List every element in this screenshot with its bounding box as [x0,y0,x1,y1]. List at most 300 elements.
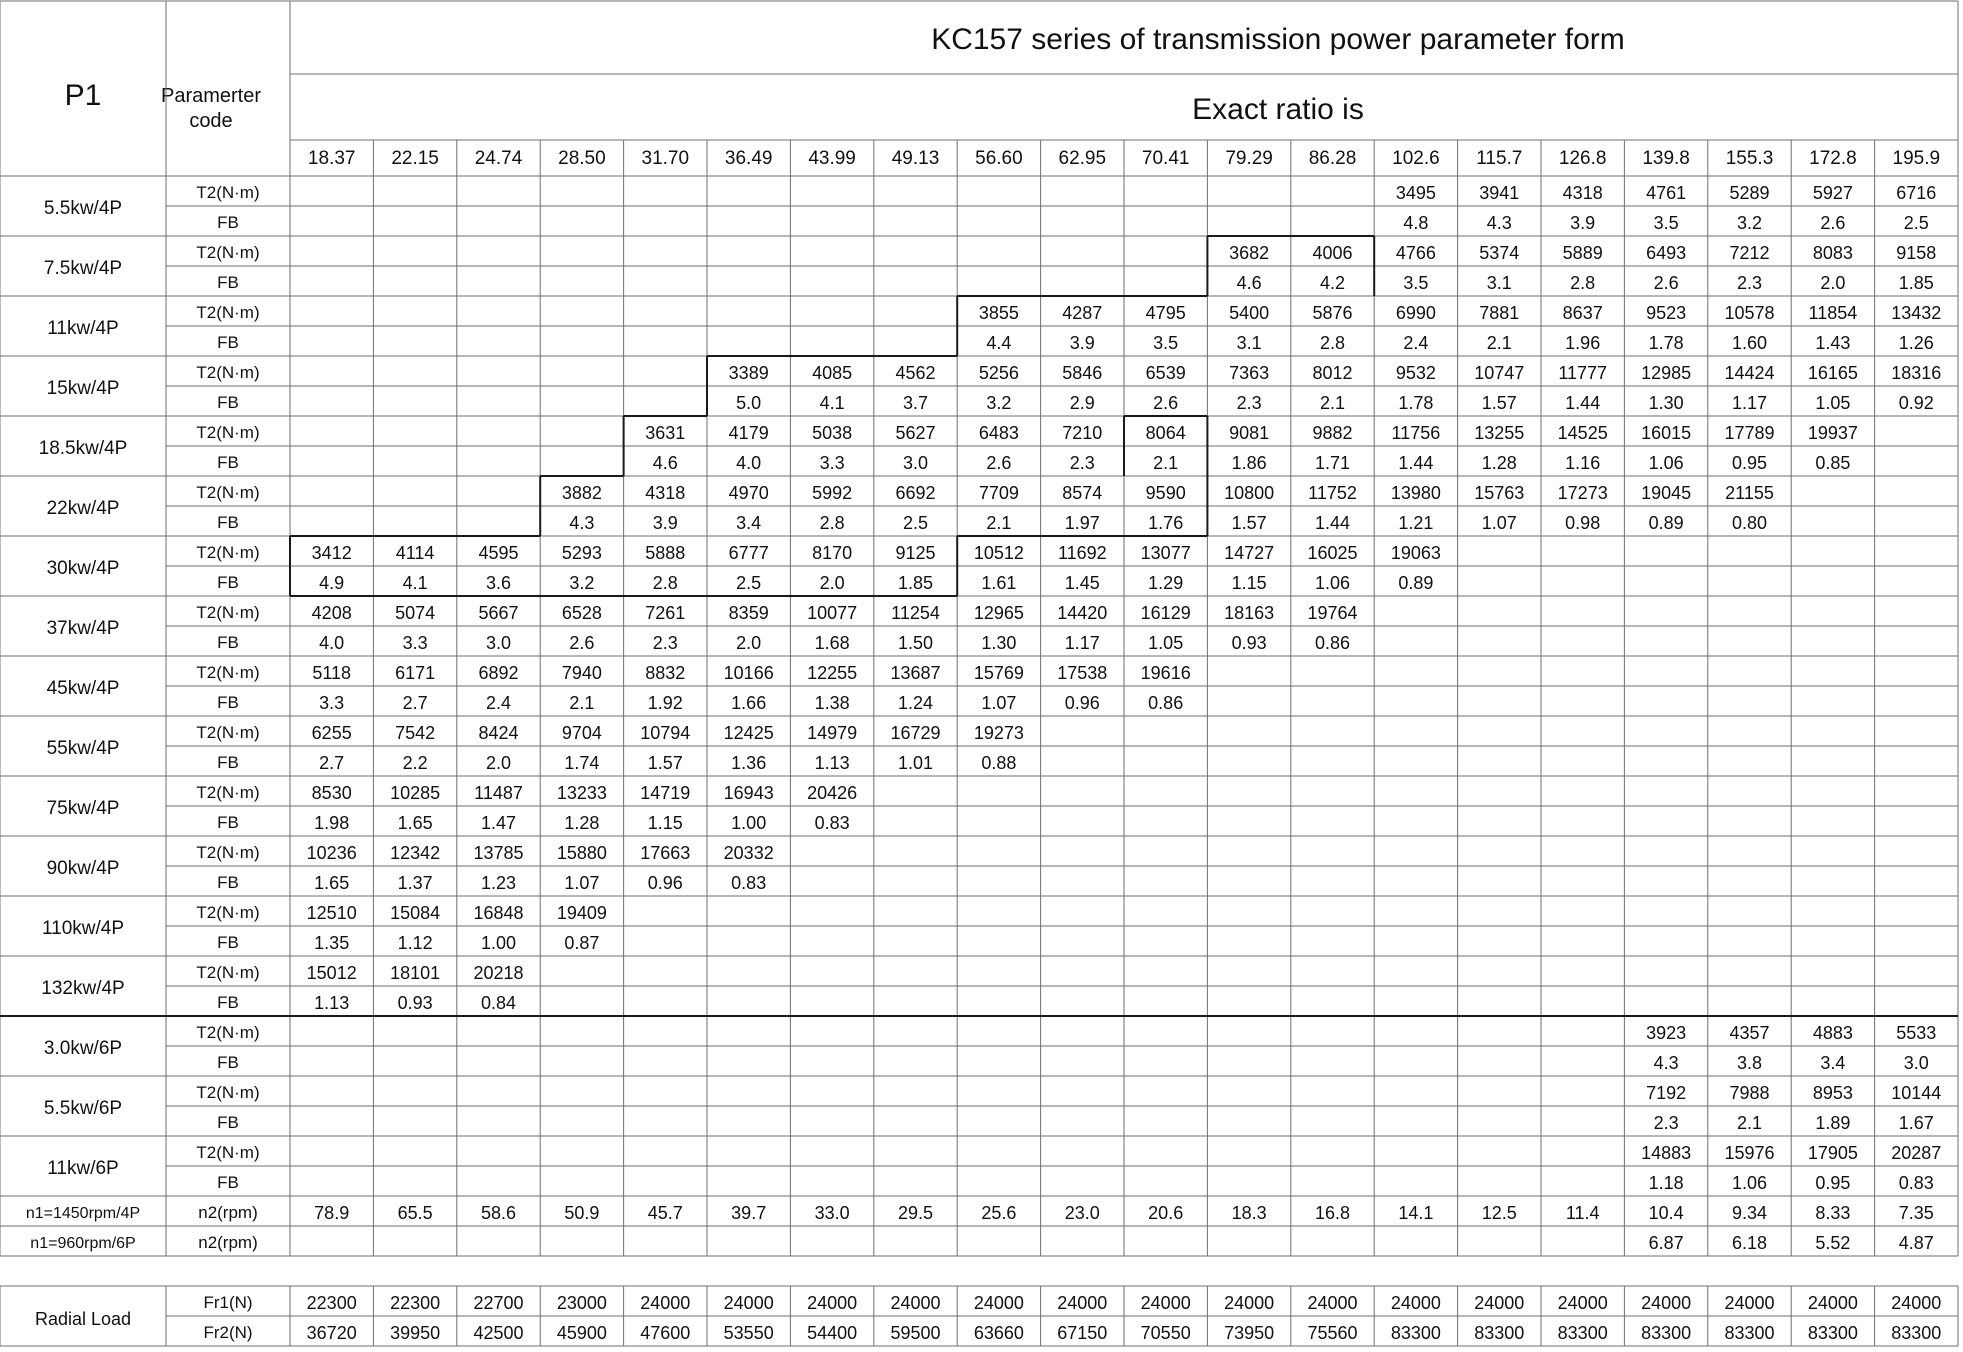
fr2-cell: 83300 [1390,1323,1441,1343]
torque-param-label: T2(N·m) [196,723,260,742]
fb-cell: 1.06 [1731,1173,1768,1193]
fb-cell: 2.7 [402,693,428,713]
torque-cell: 4795 [1145,303,1186,323]
torque-param-label: T2(N·m) [196,483,260,502]
fb-cell: 2.4 [1403,333,1429,353]
fr1-cell: 24000 [1641,1293,1692,1313]
fb-cell: 1.06 [1648,453,1684,473]
fb-cell: 4.3 [569,513,595,533]
fb-cell: 1.78 [1398,393,1434,413]
ratio-cell: 102.6 [1392,148,1440,169]
torque-cell: 5374 [1479,243,1520,263]
motor-power-label: 30kw/4P [46,558,120,579]
fr2-cell: 42500 [473,1323,524,1343]
fb-cell: 2.1 [1319,393,1346,413]
fb-param-label: FB [217,993,239,1012]
torque-cell: 13077 [1140,543,1191,563]
torque-cell: 17789 [1724,423,1775,443]
torque-param-label: T2(N·m) [196,843,260,862]
torque-cell: 14727 [1224,543,1275,563]
torque-cell: 9882 [1312,423,1353,443]
torque-cell: 4318 [1562,183,1603,203]
torque-cell: 8064 [1145,423,1186,443]
torque-cell: 8832 [645,663,686,683]
torque-cell: 4179 [728,423,769,443]
torque-cell: 21155 [1725,483,1774,503]
fr2-cell: 53550 [723,1323,774,1343]
fb-cell: 1.26 [1898,333,1934,353]
fb-cell: 1.68 [814,633,850,653]
fb-cell: 3.0 [485,633,512,653]
input-speed-label: n1=960rpm/6P [30,1235,136,1252]
torque-param-label: T2(N·m) [196,963,260,982]
fb-cell: 1.67 [1898,1113,1934,1133]
torque-cell: 14979 [807,723,858,743]
fb-cell: 1.44 [1314,513,1351,533]
speed-cell: 6.18 [1731,1233,1768,1253]
fr1-cell: 22300 [390,1293,441,1313]
torque-cell: 10747 [1474,363,1525,383]
speed-cell: 4.87 [1898,1233,1934,1253]
ratio-cell: 70.41 [1141,148,1190,169]
fb-cell: 2.6 [1820,213,1846,233]
torque-cell: 5400 [1229,303,1270,323]
torque-cell: 16129 [1140,603,1191,623]
torque-cell: 8574 [1062,483,1103,503]
fb-cell: 1.98 [314,813,350,833]
speed-cell: 10.4 [1648,1203,1684,1223]
torque-cell: 4318 [645,483,686,503]
torque-cell: 14883 [1641,1143,1692,1163]
speed-cell: 6.87 [1648,1233,1684,1253]
fb-cell: 2.6 [1153,393,1179,413]
fr2-cell: 73950 [1224,1323,1275,1343]
fb-cell: 2.0 [1820,273,1846,293]
torque-cell: 11854 [1808,303,1858,323]
torque-cell: 15976 [1724,1143,1775,1163]
fb-cell: 2.0 [819,573,845,593]
torque-cell: 4287 [1062,303,1103,323]
fb-cell: 3.3 [819,453,845,473]
fb-cell: 2.3 [1653,1113,1679,1133]
torque-cell: 6892 [478,663,519,683]
radial-load-label: Radial Load [34,1309,132,1329]
torque-cell: 7709 [978,483,1019,503]
fb-cell: 1.17 [1064,633,1100,653]
fb-cell: 0.89 [1398,573,1434,593]
fb-cell: 3.9 [1570,213,1596,233]
fb-cell: 1.85 [897,573,934,593]
torque-cell: 8530 [311,783,352,803]
torque-param-label: T2(N·m) [196,1023,260,1042]
torque-cell: 5118 [312,663,352,683]
fb-cell: 0.93 [397,993,433,1013]
fb-cell: 1.05 [1815,393,1851,413]
torque-cell: 6483 [978,423,1019,443]
torque-cell: 9523 [1646,303,1687,323]
torque-param-label: T2(N·m) [196,543,260,562]
torque-cell: 20218 [473,963,524,983]
motor-power-label: 3.0kw/6P [43,1038,123,1059]
fr1-cell: 24000 [807,1293,858,1313]
fb-cell: 3.7 [902,393,929,413]
torque-cell: 16015 [1641,423,1692,443]
fb-cell: 4.0 [736,453,762,473]
torque-cell: 10285 [390,783,441,803]
torque-param-label: T2(N·m) [196,1143,260,1162]
torque-cell: 9125 [895,543,936,563]
fb-cell: 4.3 [1486,213,1512,233]
torque-cell: 7363 [1229,363,1270,383]
fb-cell: 2.8 [1570,273,1596,293]
fb-cell: 1.57 [647,753,683,773]
fb-cell: 1.57 [1231,513,1267,533]
fb-cell: 1.15 [1231,573,1267,593]
fb-cell: 3.8 [1736,1053,1763,1073]
fb-cell: 1.01 [897,753,934,773]
torque-cell: 13233 [556,783,607,803]
fb-cell: 1.05 [1148,633,1184,653]
torque-cell: 19764 [1307,603,1358,623]
fb-cell: 2.3 [1069,453,1095,473]
fb-cell: 2.0 [485,753,512,773]
fb-cell: 1.71 [1314,453,1351,473]
fb-cell: 1.07 [564,873,600,893]
torque-cell: 12425 [723,723,774,743]
fb-cell: 1.07 [981,693,1017,713]
torque-cell: 13687 [890,663,941,683]
fb-cell: 1.07 [1481,513,1517,533]
fr1-cell: 24000 [890,1293,941,1313]
torque-cell: 11777 [1558,363,1608,383]
fb-cell: 1.45 [1064,573,1100,593]
ratio-cell: 18.37 [307,148,356,169]
torque-cell: 7261 [645,603,686,623]
fr1-cell: 24000 [1307,1293,1358,1313]
torque-cell: 20426 [807,783,858,803]
ratio-cell: 155.3 [1725,148,1774,169]
fb-cell: 4.9 [319,573,345,593]
fb-cell: 1.65 [314,873,350,893]
torque-cell: 4114 [395,543,435,563]
motor-power-label: 37kw/4P [46,618,120,639]
torque-cell: 6255 [311,723,352,743]
speed-cell: 65.5 [397,1203,433,1223]
torque-cell: 13785 [473,843,524,863]
torque-cell: 10512 [973,543,1024,563]
fb-cell: 4.3 [1653,1053,1679,1073]
torque-cell: 3882 [561,483,602,503]
fb-cell: 1.92 [647,693,683,713]
fb-param-label: FB [217,573,239,592]
speed-cell: 16.8 [1314,1203,1351,1223]
motor-power-label: 11kw/4P [47,318,119,339]
fb-cell: 2.3 [652,633,678,653]
fr1-cell: 24000 [640,1293,691,1313]
torque-cell: 8424 [478,723,519,743]
speed-cell: 25.6 [981,1203,1017,1223]
fb-cell: 2.2 [402,753,428,773]
code-heading-line1: Paramerter [160,85,262,107]
fb-cell: 2.8 [1319,333,1346,353]
torque-param-label: T2(N·m) [196,903,260,922]
fb-cell: 2.6 [986,453,1012,473]
fb-cell: 3.6 [485,573,512,593]
fr2-cell: 83300 [1724,1323,1775,1343]
fb-cell: 1.50 [897,633,934,653]
fb-cell: 1.00 [731,813,767,833]
torque-cell: 4595 [478,543,519,563]
torque-cell: 12965 [973,603,1024,623]
torque-cell: 5293 [561,543,602,563]
fr1-cell: 24000 [1891,1293,1942,1313]
fr2-cell: 67150 [1057,1323,1108,1343]
fb-cell: 2.1 [1736,1113,1763,1133]
ratio-cell: 172.8 [1809,148,1857,169]
fb-param-label: FB [217,633,239,652]
fb-cell: 0.83 [814,813,850,833]
torque-cell: 10800 [1224,483,1275,503]
torque-cell: 16848 [473,903,524,923]
fb-cell: 0.85 [1815,453,1851,473]
fr1-cell: 22300 [306,1293,357,1313]
fr2-cell: 54400 [807,1323,858,1343]
fb-cell: 1.30 [981,633,1017,653]
ratio-cell: 115.7 [1476,148,1523,169]
torque-cell: 19616 [1140,663,1191,683]
motor-power-label: 18.5kw/4P [38,438,128,459]
fr1-param-label: Fr1(N) [203,1293,253,1312]
fb-param-label: FB [217,1053,239,1072]
torque-cell: 14719 [640,783,691,803]
fr1-cell: 24000 [973,1293,1024,1313]
fb-cell: 3.5 [1403,273,1429,293]
fr1-cell: 24000 [1224,1293,1275,1313]
torque-cell: 19063 [1390,543,1441,563]
fb-cell: 3.2 [986,393,1012,413]
fb-cell: 1.16 [1565,453,1601,473]
torque-cell: 19273 [973,723,1024,743]
torque-cell: 5889 [1562,243,1603,263]
fb-cell: 0.98 [1565,513,1601,533]
fb-cell: 2.1 [986,513,1012,533]
fb-cell: 1.00 [480,933,517,953]
fb-cell: 4.0 [319,633,345,653]
fr2-cell: 75560 [1307,1323,1358,1343]
fr1-cell: 24000 [1474,1293,1525,1313]
torque-cell: 6528 [561,603,602,623]
torque-cell: 6539 [1145,363,1186,383]
fb-param-label: FB [217,1173,239,1192]
fr1-cell: 24000 [1557,1293,1608,1313]
torque-cell: 3495 [1395,183,1436,203]
torque-cell: 7988 [1729,1083,1770,1103]
ratio-cell: 126.8 [1558,148,1607,169]
torque-cell: 9590 [1145,483,1186,503]
fb-cell: 2.5 [1903,213,1929,233]
ratio-cell: 36.49 [724,148,773,169]
ratio-cell: 62.95 [1058,148,1107,169]
fb-cell: 1.21 [1398,513,1434,533]
speed-cell: 29.5 [897,1203,934,1223]
torque-cell: 7212 [1729,243,1770,263]
fr1-cell: 24000 [1390,1293,1441,1313]
speed-cell: 50.9 [564,1203,600,1223]
fb-cell: 2.0 [736,633,762,653]
fb-cell: 1.97 [1064,513,1100,533]
motor-power-label: 75kw/4P [46,798,120,819]
fb-cell: 3.4 [1820,1053,1846,1073]
ratio-heading: Exact ratio is [1192,93,1364,126]
torque-cell: 17905 [1807,1143,1858,1163]
torque-cell: 6990 [1395,303,1436,323]
torque-cell: 17663 [640,843,691,863]
torque-cell: 3941 [1479,183,1520,203]
torque-cell: 19045 [1641,483,1692,503]
fb-cell: 1.17 [1731,393,1768,413]
torque-cell: 4766 [1395,243,1436,263]
fb-cell: 1.74 [564,753,600,773]
fb-cell: 4.2 [1319,273,1346,293]
torque-cell: 16025 [1307,543,1358,563]
torque-cell: 5927 [1812,183,1853,203]
torque-cell: 3389 [728,363,769,383]
ratio-cell: 43.99 [808,148,856,169]
motor-power-label: 45kw/4P [46,678,120,699]
fb-cell: 1.06 [1314,573,1351,593]
ratio-cell: 139.8 [1642,148,1690,169]
fb-cell: 0.92 [1898,393,1934,413]
fb-param-label: FB [217,933,239,952]
fb-cell: 4.1 [819,393,845,413]
fr2-cell: 39950 [390,1323,441,1343]
fb-cell: 0.83 [1898,1173,1934,1193]
torque-cell: 5888 [645,543,686,563]
torque-cell: 5846 [1062,363,1103,383]
torque-cell: 8170 [812,543,853,563]
motor-power-label: 55kw/4P [46,738,120,759]
torque-cell: 10166 [723,663,774,683]
fb-cell: 3.5 [1153,333,1179,353]
fr2-cell: 83300 [1641,1323,1692,1343]
torque-cell: 13255 [1474,423,1525,443]
torque-cell: 10578 [1724,303,1775,323]
torque-cell: 15880 [556,843,607,863]
fb-cell: 2.1 [1486,333,1512,353]
torque-cell: 6171 [395,663,436,683]
fb-cell: 0.83 [731,873,767,893]
fb-cell: 3.4 [736,513,762,533]
torque-param-label: T2(N·m) [196,603,260,622]
fb-cell: 3.1 [1236,333,1262,353]
fr1-cell: 24000 [723,1293,774,1313]
torque-cell: 4761 [1646,183,1687,203]
fb-param-label: FB [217,513,239,532]
torque-param-label: T2(N·m) [196,183,260,202]
table-title: KC157 series of transmission power parameter form [931,23,1625,56]
fb-cell: 1.96 [1565,333,1601,353]
fb-param-label: FB [217,213,239,232]
torque-cell: 7210 [1062,423,1103,443]
speed-cell: 23.0 [1064,1203,1100,1223]
fb-cell: 2.7 [319,753,345,773]
fr2-cell: 83300 [1891,1323,1942,1343]
fb-cell: 0.86 [1314,633,1351,653]
torque-cell: 16943 [723,783,774,803]
torque-cell: 10077 [807,603,858,623]
fr1-cell: 24000 [1140,1293,1191,1313]
motor-power-label: 90kw/4P [46,858,120,879]
speed-cell: 39.7 [731,1203,767,1223]
torque-cell: 18163 [1224,603,1275,623]
torque-cell: 6493 [1646,243,1687,263]
torque-cell: 9532 [1395,363,1436,383]
torque-cell: 12255 [807,663,858,683]
ratio-cell: 22.15 [391,148,439,169]
torque-cell: 5627 [895,423,936,443]
fr1-cell: 24000 [1724,1293,1775,1313]
ratio-cell: 28.50 [558,148,606,169]
fb-cell: 3.9 [652,513,678,533]
fb-cell: 3.9 [1069,333,1095,353]
fb-cell: 0.87 [564,933,600,953]
fb-param-label: FB [217,333,239,352]
torque-cell: 15763 [1474,483,1525,503]
torque-cell: 5533 [1896,1023,1937,1043]
torque-cell: 10144 [1891,1083,1942,1103]
speed-cell: 9.34 [1731,1203,1768,1223]
fb-cell: 1.36 [731,753,767,773]
fb-param-label: FB [217,393,239,412]
torque-cell: 5289 [1729,183,1770,203]
torque-cell: 6777 [728,543,769,563]
ratio-cell: 24.74 [474,148,523,169]
motor-power-label: 132kw/4P [41,978,125,999]
fb-cell: 2.1 [569,693,595,713]
fb-cell: 1.13 [814,753,850,773]
fr1-cell: 22700 [473,1293,524,1313]
torque-cell: 15769 [973,663,1024,683]
speed-param-label: n2(rpm) [198,1203,258,1222]
fb-cell: 1.60 [1731,333,1768,353]
fb-cell: 0.95 [1815,1173,1851,1193]
fb-cell: 2.5 [736,573,762,593]
torque-cell: 17538 [1057,663,1108,683]
torque-cell: 3412 [311,543,352,563]
fb-cell: 1.29 [1148,573,1184,593]
fb-cell: 4.6 [652,453,678,473]
torque-cell: 6692 [895,483,936,503]
torque-cell: 20332 [723,843,774,863]
torque-cell: 3682 [1229,243,1270,263]
fr1-cell: 24000 [1057,1293,1108,1313]
speed-cell: 45.7 [647,1203,683,1223]
torque-cell: 8953 [1812,1083,1853,1103]
fb-cell: 1.76 [1148,513,1184,533]
fb-cell: 1.24 [897,693,934,713]
fb-cell: 0.89 [1648,513,1684,533]
torque-cell: 5992 [812,483,853,503]
fr2-cell: 36720 [306,1323,357,1343]
fb-cell: 1.47 [480,813,517,833]
fb-cell: 1.44 [1398,453,1434,473]
fb-cell: 3.2 [1736,213,1763,233]
torque-cell: 4883 [1812,1023,1853,1043]
torque-cell: 8637 [1562,303,1603,323]
fb-cell: 1.65 [397,813,433,833]
fb-cell: 1.13 [314,993,350,1013]
ratio-cell: 79.29 [1225,148,1273,169]
